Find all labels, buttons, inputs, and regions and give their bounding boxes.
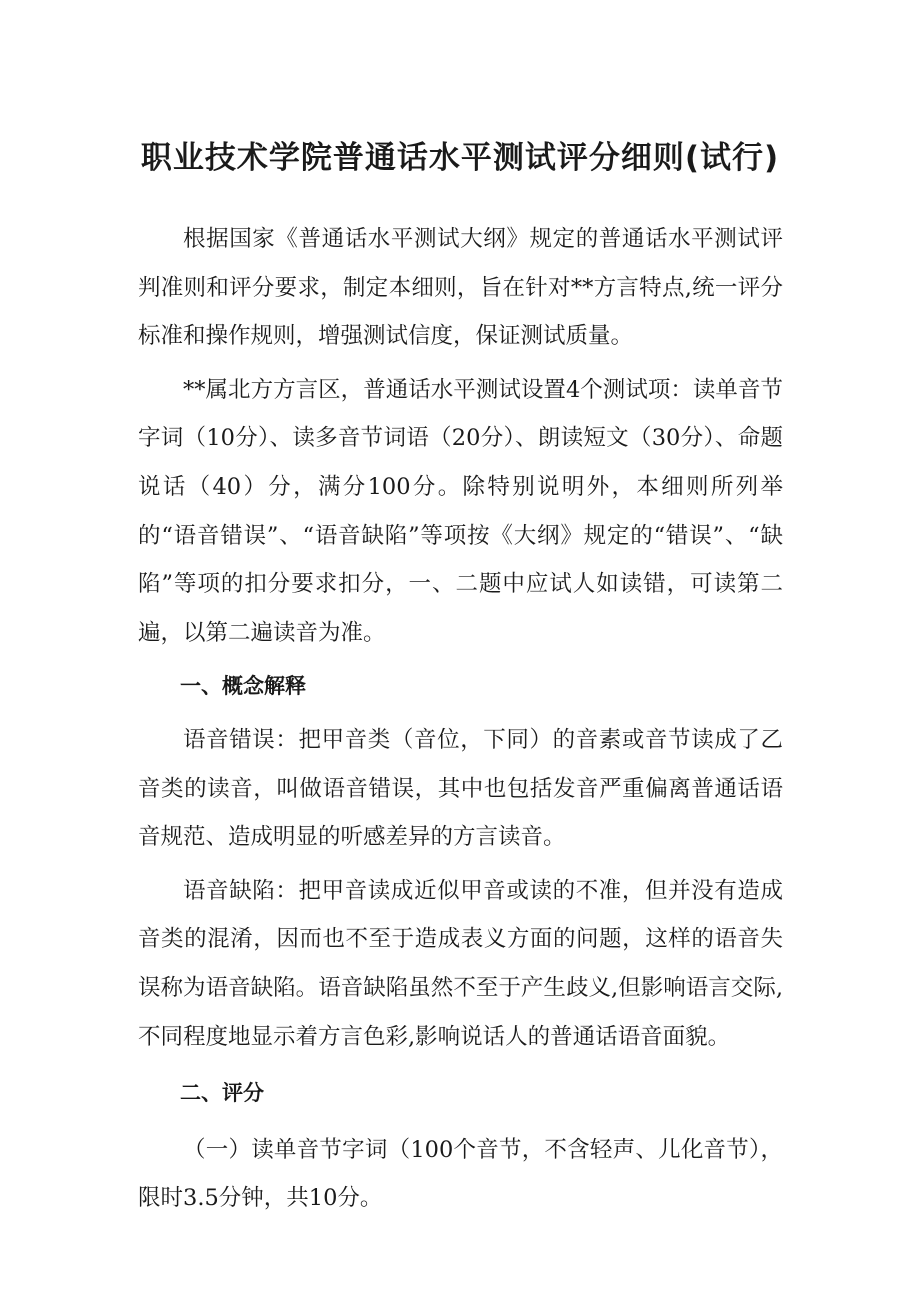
- definition-paragraph-error: 语音错误：把甲音类（音位，下同）的音素或音节读成了乙音类的读音，叫做语音错误，其中也包括发音严重偏离普通话语音规范、造成明显的听感差异的方言读音。: [138, 726, 783, 851]
- section-heading-concepts: 一、概念解释: [180, 674, 306, 699]
- test-items-paragraph: **属北方方言区，普通话水平测试设置4个测试项：读单音节字词（10分）、读多音节词语（20分）、朗读短文（30分）、命题说话（40）分，满分100分。除特别说明外，本细则所列举的“语音错误”、“语音缺陷”等项按《大纲》规定的“错误”、“缺陷”等项的扣分要求扣分，一、二题中应试人如读错，可读第二遍，以第二遍读音为准。: [138, 376, 783, 646]
- definition-paragraph-defect: 语音缺陷：把甲音读成近似甲音或读的不准，但并没有造成音类的混淆，因而也不至于造成表义方面的问题，这样的语音失误称为语音缺陷。语音缺陷虽然不至于产生歧义,但影响语言交际,不同程度地显示着方言色彩,影响说话人的普通话语音面貌。: [138, 877, 783, 1050]
- intro-paragraph: 根据国家《普通话水平测试大纲》规定的普通话水平测试评判准则和评分要求，制定本细则，旨在针对**方言特点,统一评分标准和操作规则，增强测试信度，保证测试质量。: [138, 226, 783, 350]
- document-title: 职业技术学院普通话水平测试评分细则(试行): [140, 140, 780, 176]
- section-heading-scoring: 二、评分: [180, 1081, 264, 1106]
- scoring-paragraph-single-syllable: （一）读单音节字词（100个音节，不含轻声、儿化音节），限时3.5分钟，共10分。: [138, 1136, 783, 1212]
- document-body: [138, 215, 783, 1228]
